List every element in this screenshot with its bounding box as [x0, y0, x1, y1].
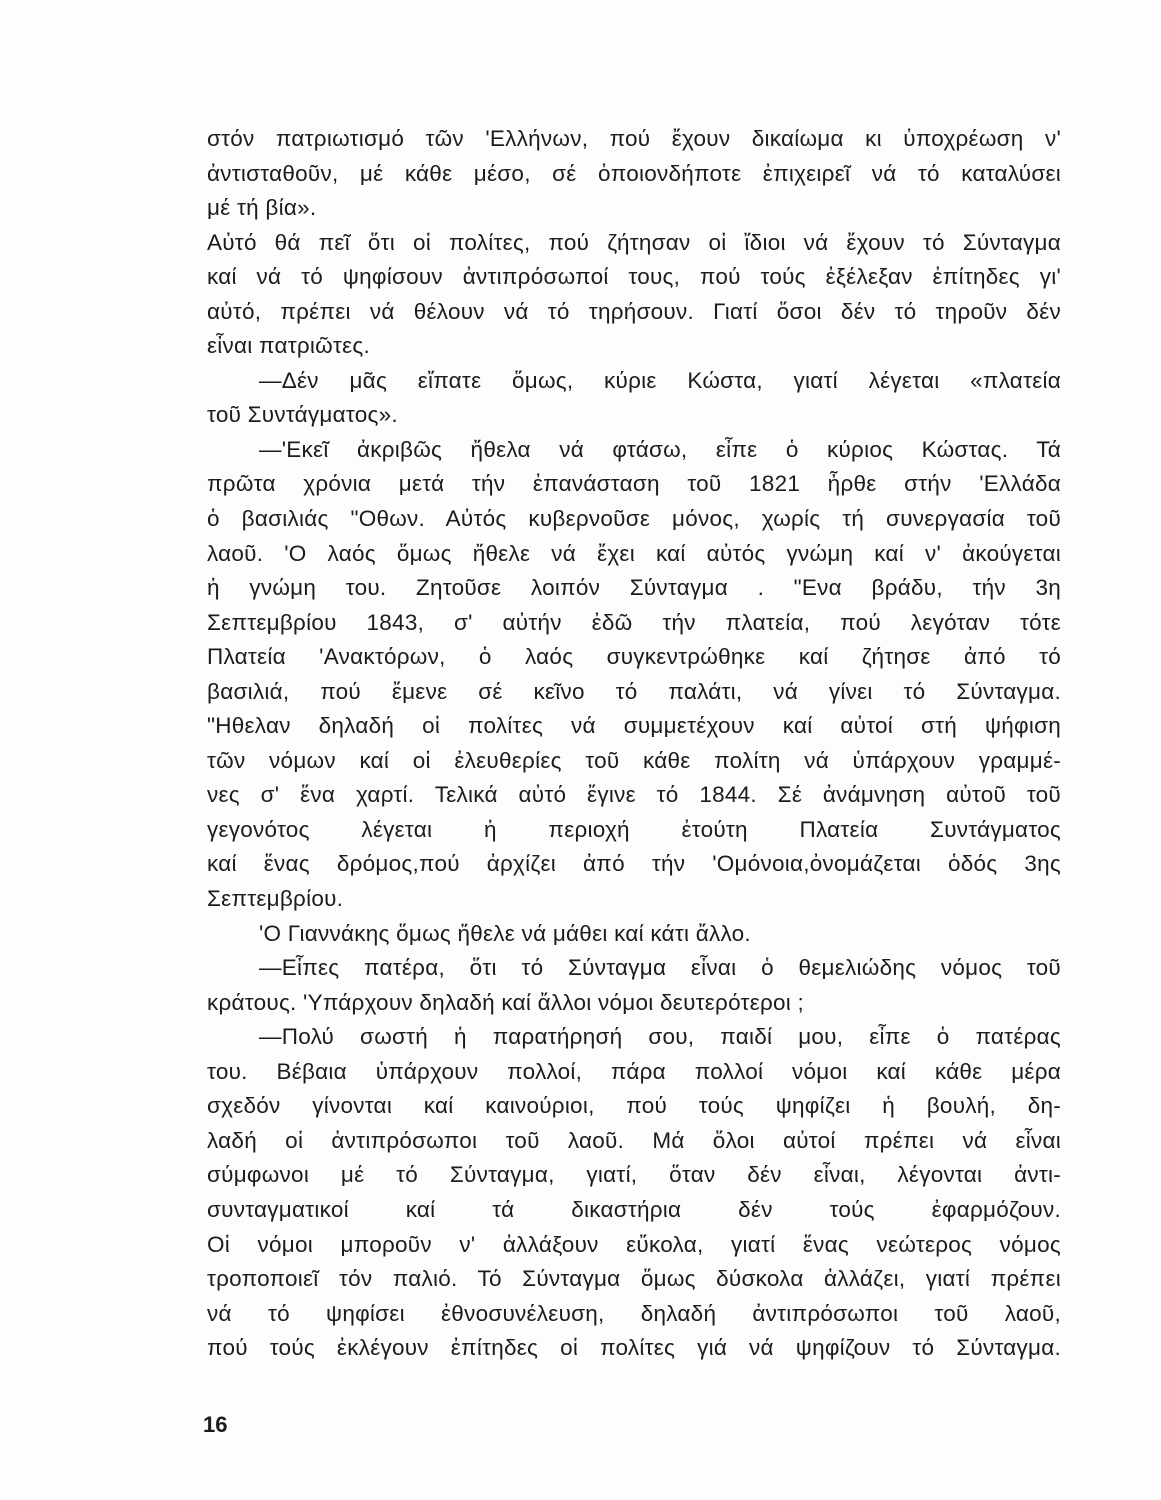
- text-line: κράτους. 'Υπάρχουν δηλαδή καί ἄλλοι νόμοι δευτερότεροι ;: [207, 989, 805, 1015]
- text-line: λαδή οἱ ἀντιπρόσωποι τοῦ λαοῦ. Μά ὅλοι αὐτοί πρέπει νά εἶναι: [207, 1127, 1061, 1153]
- text-line: εἶναι πατριῶτες.: [207, 333, 371, 359]
- text-line: Σεπτεμβρίου 1843, σ' αὐτήν ἐδῶ τήν πλατεία, πού λεγόταν τότε: [207, 609, 1061, 635]
- text-line: —Εἶπες πατέρα, ὅτι τό Σύνταγμα εἶναι ὁ θεμελιώδης νόμος τοῦ: [259, 955, 1061, 981]
- text-line: του. Βέβαια ὑπάρχουν πολλοί, πάρα πολλοί νόμοι καί κάθε μέρα: [207, 1058, 1061, 1084]
- text-line: —Πολύ σωστή ἡ παρατήρησή σου, παιδί μου, εἶπε ὁ πατέρας: [259, 1024, 1061, 1050]
- text-line: —Δέν μᾶς εἴπατε ὅμως, κύριε Κώστα, γιατί λέγεται «πλατεία: [259, 367, 1061, 393]
- text-line: πού τούς ἐκλέγουν ἐπίτηδες οἱ πολίτες γιά νά ψηφίζουν τό Σύνταγμα.: [207, 1335, 1061, 1361]
- text-line: σύμφωνοι μέ τό Σύνταγμα, γιατί, ὅταν δέν εἶναι, λέγονται ἀντι-: [207, 1162, 1061, 1188]
- text-line: συνταγματικοί καί τά δικαστήρια δέν τούς ἐφαρμόζουν.: [207, 1196, 1061, 1222]
- text-line: αὐτό, πρέπει νά θέλουν νά τό τηρήσουν. Γιατί ὅσοι δέν τό τηροῦν δέν: [207, 298, 1061, 324]
- text-line: Σεπτεμβρίου.: [207, 886, 344, 912]
- text-line: Πλατεία 'Ανακτόρων, ὁ λαός συγκεντρώθηκε καί ζήτησε ἀπό τό: [207, 644, 1061, 670]
- text-line: τῶν νόμων καί οἱ ἐλευθερίες τοῦ κάθε πολίτη νά ὑπάρχουν γραμμέ-: [207, 747, 1061, 773]
- body-text: [207, 122, 1061, 1366]
- text-line: στόν πατριωτισμό τῶν 'Ελλήνων, πού ἔχουν δικαίωμα κι ὑποχρέωση ν': [207, 126, 1061, 151]
- text-line: —'Εκεῖ ἀκριβῶς ἤθελα νά φτάσω, εἶπε ὁ κύριος Κώστας. Τά: [259, 436, 1061, 462]
- page-number: 16: [203, 1412, 228, 1437]
- text-line: καί νά τό ψηφίσουν ἀντιπρόσωποί τους, πού τούς ἐξέλεξαν ἐπίτηδες γι': [207, 264, 1061, 290]
- text-line: ὁ βασιλιάς "Οθων. Αὐτός κυβερνοῦσε μόνος, χωρίς τή συνεργασία τοῦ: [207, 506, 1061, 532]
- text-line: "Ηθελαν δηλαδή οἱ πολίτες νά συμμετέχουν καί αὐτοί στή ψήφιση: [207, 713, 1061, 739]
- text-line: γεγονότος λέγεται ἡ περιοχή ἐτούτη Πλατεία Συντάγματος: [207, 816, 1061, 842]
- text-line: τροποποιεῖ τόν παλιό. Τό Σύνταγμα ὅμως δύσκολα ἀλλάζει, γιατί πρέπει: [207, 1266, 1061, 1292]
- text-line: λαοῦ. 'Ο λαός ὅμως ἤθελε νά ἔχει καί αὐτός γνώμη καί ν' ἀκούγεται: [207, 540, 1061, 566]
- text-line: μέ τή βία».: [207, 195, 317, 221]
- text-line: Αὐτό θά πεῖ ὅτι οἱ πολίτες, πού ζήτησαν οἱ ἴδιοι νά ἔχουν τό Σύνταγμα: [207, 229, 1061, 255]
- text-line: νά τό ψηφίσει ἐθνοσυνέλευση, δηλαδή ἀντιπρόσωποι τοῦ λαοῦ,: [207, 1300, 1061, 1326]
- text-line: ἡ γνώμη του. Ζητοῦσε λοιπόν Σύνταγμα . "Ενα βράδυ, τήν 3η: [207, 575, 1061, 601]
- text-line: πρῶτα χρόνια μετά τήν ἐπανάσταση τοῦ 1821 ἦρθε στήν 'Ελλάδα: [207, 471, 1061, 497]
- text-line: σχεδόν γίνονται καί καινούριοι, πού τούς ψηφίζει ἡ βουλή, δη-: [207, 1093, 1061, 1119]
- text-line: βασιλιά, πού ἔμενε σέ κεῖνο τό παλάτι, νά γίνει τό Σύνταγμα.: [207, 678, 1061, 704]
- text-line: ἀντισταθοῦν, μέ κάθε μέσο, σέ ὁποιονδήποτε ἐπιχειρεῖ νά τό καταλύσει: [207, 160, 1061, 186]
- text-line: 'Ο Γιαννάκης ὅμως ἤθελε νά μάθει καί κάτι ἄλλο.: [259, 920, 751, 946]
- text-line: Οἱ νόμοι μποροῦν ν' ἀλλάξουν εὔκολα, γιατί ἕνας νεώτερος νόμος: [207, 1231, 1061, 1257]
- text-line: τοῦ Συντάγματος».: [207, 402, 398, 428]
- text-line: καί ἕνας δρόμος,πού ἀρχίζει ἀπό τήν 'Ομόνοια,ὀνομάζεται ὁδός 3ης: [207, 851, 1061, 877]
- text-line: νες σ' ἕνα χαρτί. Τελικά αὐτό ἔγινε τό 1844. Σέ ἀνάμνηση αὐτοῦ τοῦ: [207, 782, 1061, 808]
